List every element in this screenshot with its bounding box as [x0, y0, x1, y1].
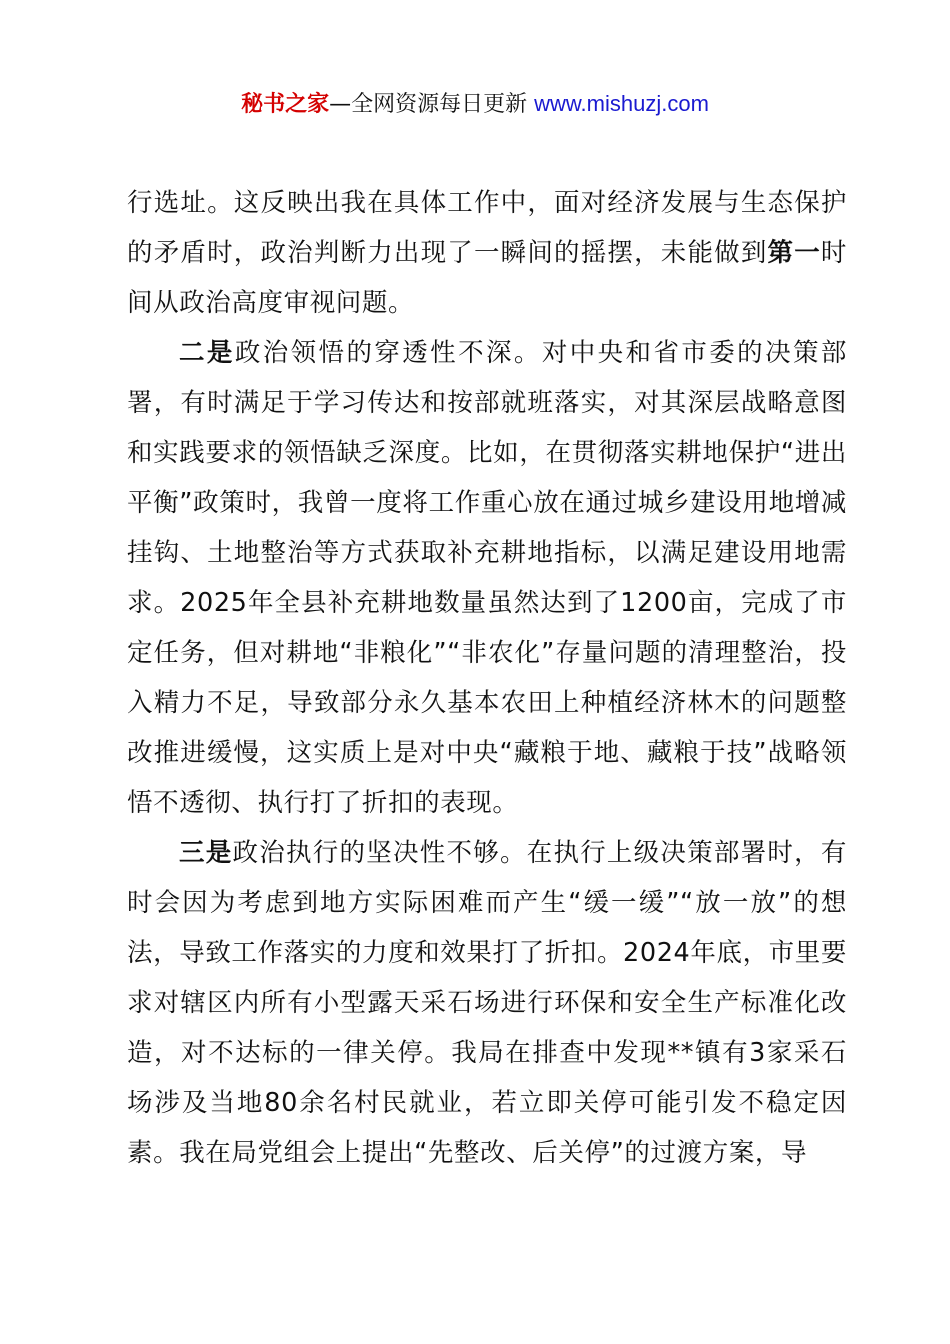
- brand-name: 秘书之家: [241, 92, 330, 117]
- text-run: 时间从政治高度审视问题。: [127, 238, 848, 318]
- point-heading: 二是: [179, 338, 235, 368]
- header-slogan: —全网资源每日更新: [329, 92, 535, 117]
- website-link[interactable]: www.mishuzj.com: [534, 91, 709, 116]
- point-heading: 三是: [179, 838, 233, 868]
- paragraph-continuation: [127, 178, 847, 328]
- text-run: 行选址。这反映出我在具体工作中，面对经济发展与生态保护的矛盾时，政治判断力出现了一瞬间的摇摆，未能做到: [127, 188, 847, 268]
- emphasis-text: 第一: [767, 238, 821, 268]
- document-body: [127, 178, 847, 1178]
- page-header: [0, 86, 950, 123]
- text-run: 政治执行的坚决性不够。在执行上级决策部署时，有时会因为考虑到地方实际困难而产生“缓一缓”“放一放”的想法，导致工作落实的力度和效果打了折扣。2024年底，市里要求对辖区内所有小型露天采石场进行环保和安全生产标准化改造，对不达标的一律关停。我局在排查中发现**镇有3家采石场涉及当地80余名村民就业，若立即关停可能引发不稳定因素。我在局党组会上提出“先整改、后关停”的过渡方案，导: [127, 838, 847, 1168]
- paragraph-point-two: [127, 328, 847, 828]
- text-run: 政治领悟的穿透性不深。对中央和省市委的决策部署，有时满足于学习传达和按部就班落实，对其深层战略意图和实践要求的领悟缺乏深度。比如，在贯彻落实耕地保护“进出平衡”政策时，我曾一度将工作重心放在通过城乡建设用地增减挂钩、土地整治等方式获取补充耕地指标，以满足建设用地需求。2025年全县补充耕地数量虽然达到了1200亩，完成了市定任务，但对耕地“非粮化”“非农化”存量问题的清理整治，投入精力不足，导致部分永久基本农田上种植经济林木的问题整改推进缓慢，这实质上是对中央“藏粮于地、藏粮于技”战略领悟不透彻、执行打了折扣的表现。: [127, 338, 848, 818]
- paragraph-point-three: [127, 828, 847, 1178]
